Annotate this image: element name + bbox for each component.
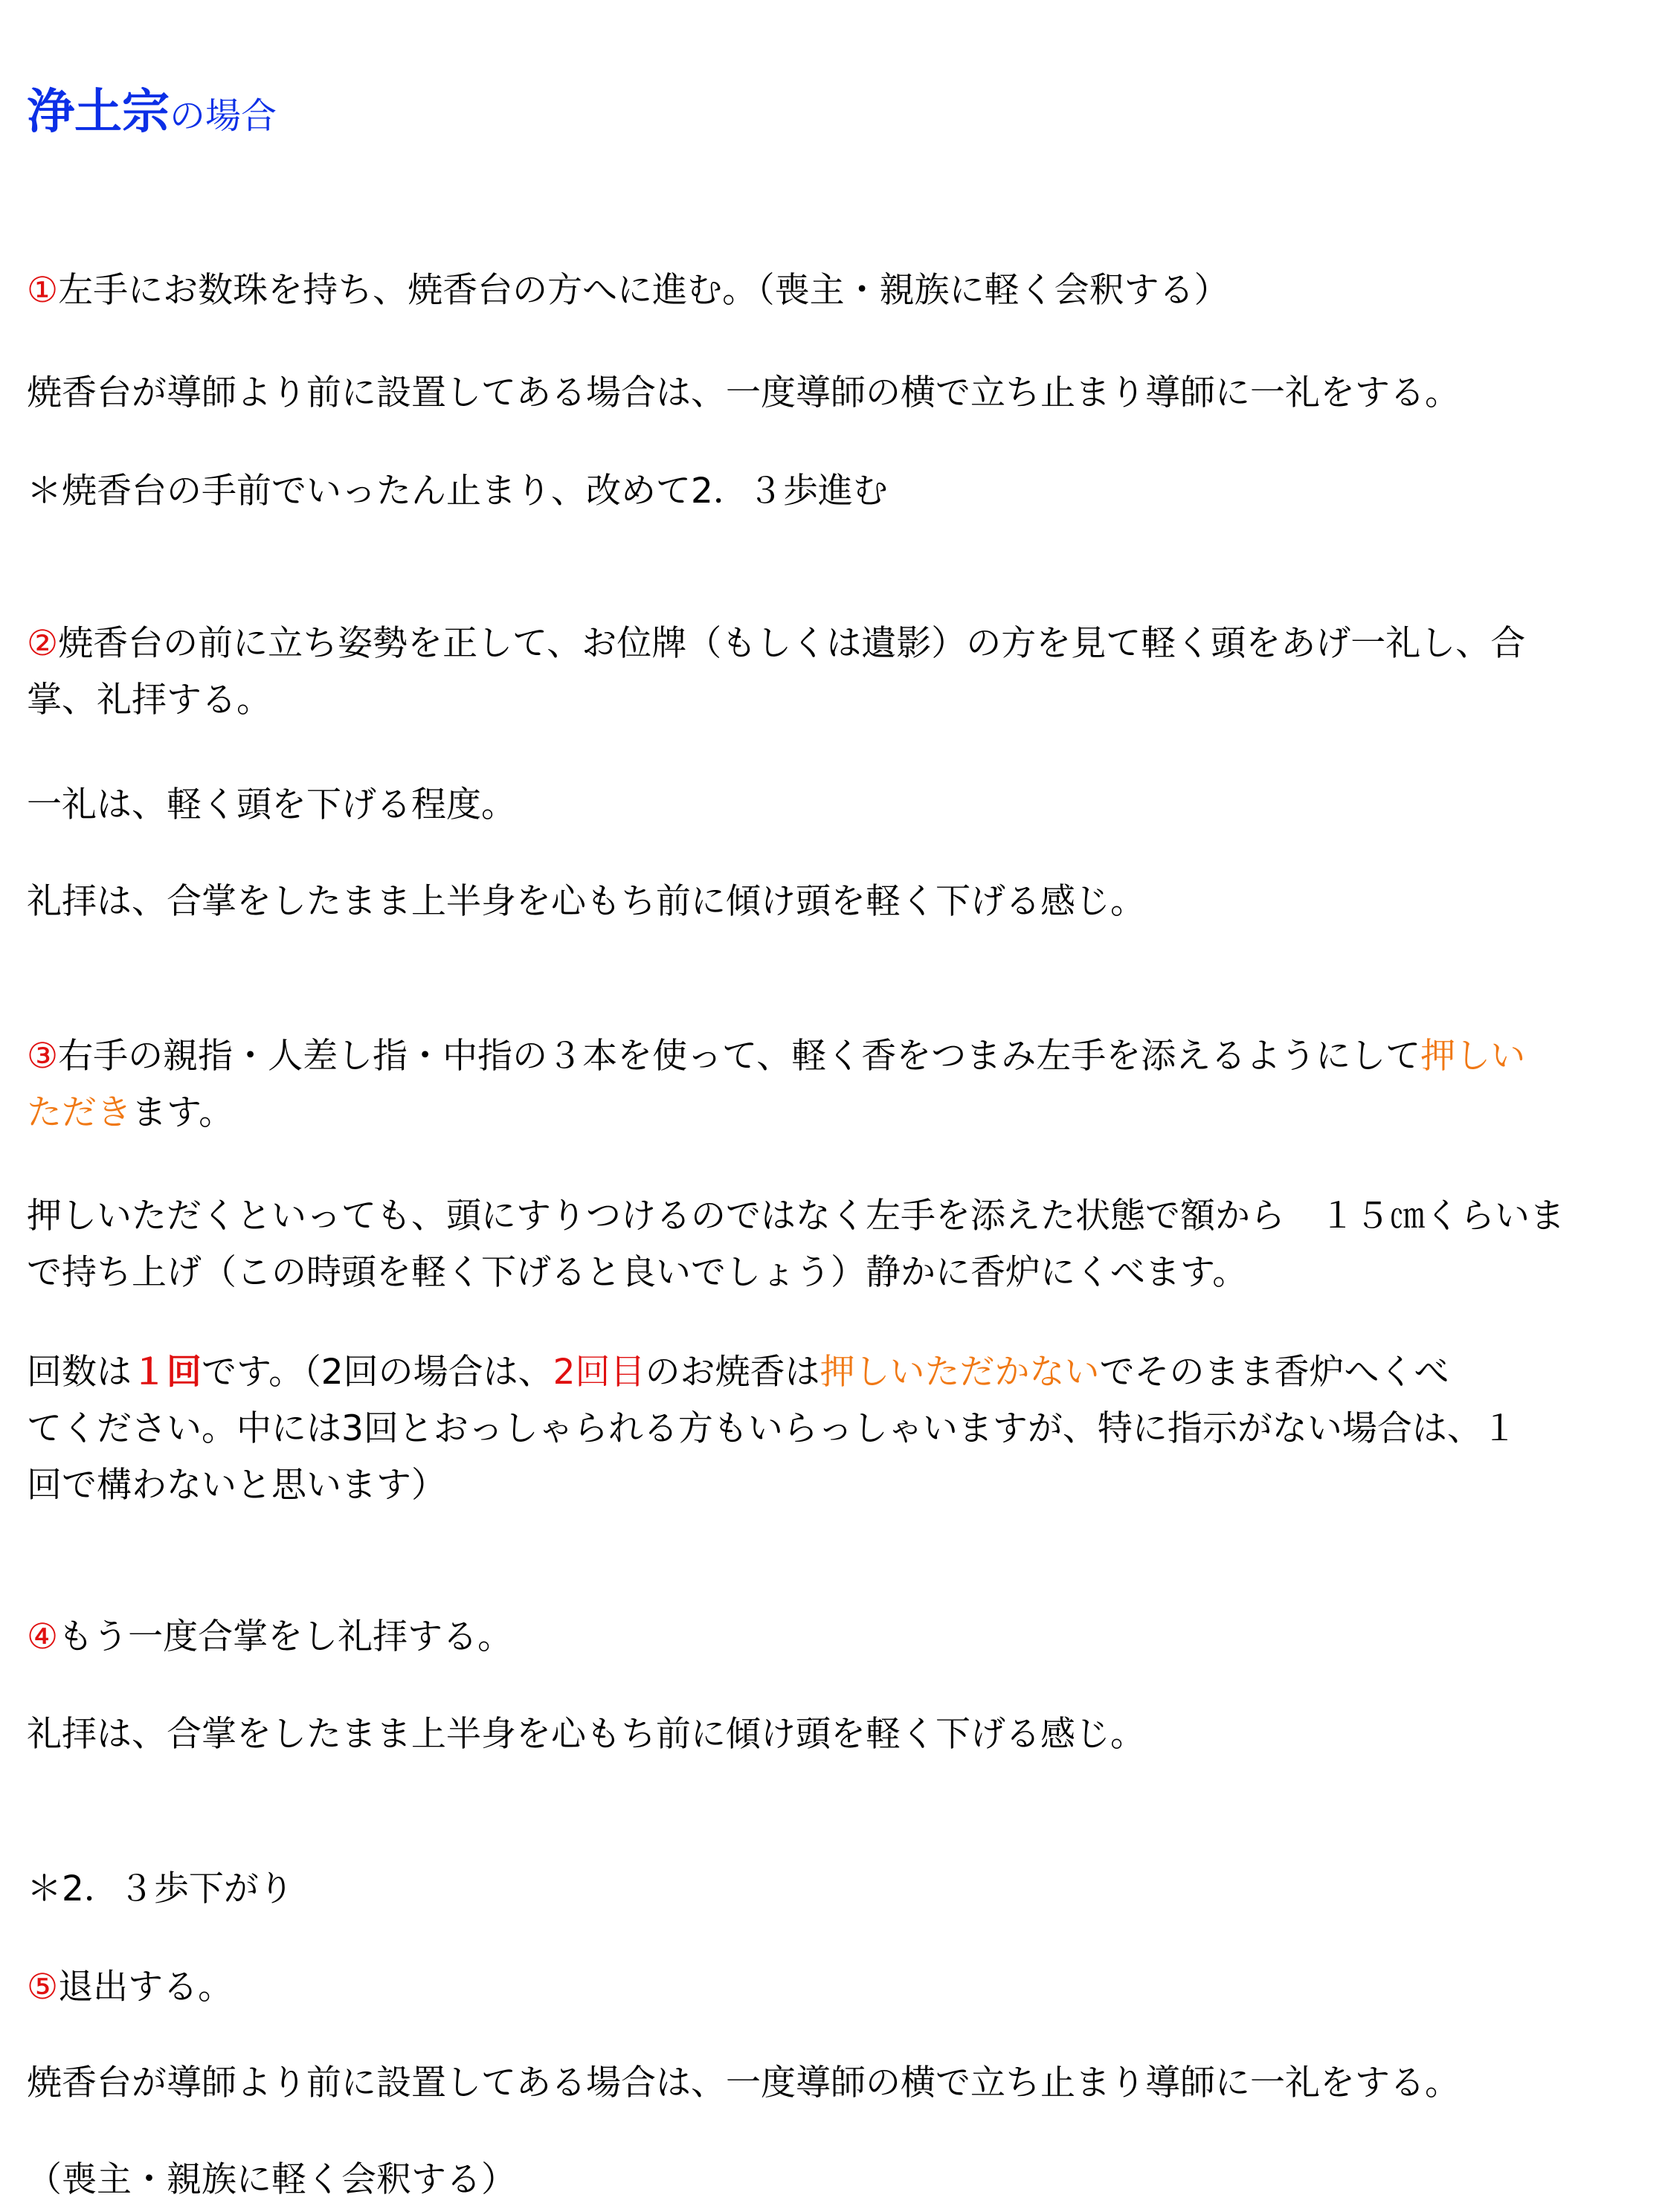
step-1-note-2: ＊焼香台の手前でいったん止まり、改めて2．３歩進む (27, 471, 888, 512)
step-5-note-2: （喪主・親族に軽く会釈する） (27, 2159, 516, 2200)
step-3-count-line3: 回で構わないと思います） (27, 1465, 446, 1506)
step-5 (27, 1955, 1648, 2019)
step-5-text: 退出する。 (58, 1967, 234, 2008)
step-3-highlight-1: 押しい (1420, 1036, 1526, 1077)
step-4-number: ④ (27, 1616, 59, 1657)
page-title (27, 80, 1648, 149)
step-3-count-line2: てください。中には3回とおっしゃられる方もいらっしゃいますが、特に指示がない場合は、１ (27, 1408, 1517, 1449)
step-1-note-1: 焼香台が導師より前に設置してある場合は、一度導師の横で立ち止まり導師に一礼をする。 (27, 373, 1460, 413)
step-1 (27, 259, 1648, 323)
step-3-text-line1: 右手の親指・人差し指・中指の３本を使って、軽く香をつまみ左手を添えるようにして (58, 1036, 1421, 1077)
step-2-note-1: 一礼は、軽く頭を下げる程度。 (27, 784, 516, 825)
count-mid1: です。（2回の場合は、 (202, 1352, 553, 1393)
count-prefix: 回数は (27, 1352, 132, 1393)
count-second: 2回目 (553, 1352, 645, 1393)
step-1-number: ① (27, 270, 59, 311)
step-5-number: ⑤ (27, 1967, 59, 2008)
count-mid2: のお焼香は (645, 1352, 820, 1393)
count-tail: でそのまま香炉へくべ (1099, 1352, 1449, 1393)
step-3 (27, 1025, 1648, 1089)
step-4-note-2: ＊2．３歩下がり (27, 1868, 294, 1909)
step-2-number: ② (27, 623, 59, 664)
step-2 (27, 612, 1648, 676)
title-main: 浄土宗 (27, 85, 170, 140)
count-not-pressed: 押しいただかない (819, 1352, 1100, 1393)
step-3-note-2: で持ち上げ（この時頭を軽く下げると良いでしょう）静かに香炉にくべます。 (27, 1252, 1248, 1293)
step-3-text-line2-rest: ます。 (132, 1092, 234, 1133)
step-3-highlight-2: ただき (27, 1092, 132, 1133)
step-4-text: もう一度合掌をし礼拝する。 (58, 1616, 513, 1657)
step-4-note-1: 礼拝は、合掌をしたまま上半身を心もち前に傾け頭を軽く下げる感じ。 (27, 1714, 1145, 1755)
step-5-note-1: 焼香台が導師より前に設置してある場合は、一度導師の横で立ち止まり導師に一礼をする。 (27, 2063, 1460, 2103)
step-2-text-line2: 掌、礼拝する。 (27, 680, 271, 720)
step-3-count-line1 (27, 1341, 1648, 1405)
step-3-line2 (27, 1081, 1648, 1145)
title-suffix: の場合 (170, 95, 277, 137)
step-4 (27, 1605, 1648, 1669)
step-2-note-2: 礼拝は、合掌をしたまま上半身を心もち前に傾け頭を軽く下げる感じ。 (27, 881, 1145, 922)
step-3-note-1: 押しいただくといっても、頭にすりつけるのではなく左手を添えた状態で額から １５㎝くらいま (27, 1196, 1565, 1236)
count-value: １回 (132, 1352, 202, 1393)
step-3-number: ③ (27, 1036, 59, 1077)
step-2-text-line1: 焼香台の前に立ち姿勢を正して、お位牌（もしくは遺影）の方を見て軽く頭をあげ一礼し、合 (58, 623, 1526, 664)
step-1-text: 左手にお数珠を持ち、焼香台の方へに進む。（喪主・親族に軽く会釈する） (58, 270, 1229, 311)
